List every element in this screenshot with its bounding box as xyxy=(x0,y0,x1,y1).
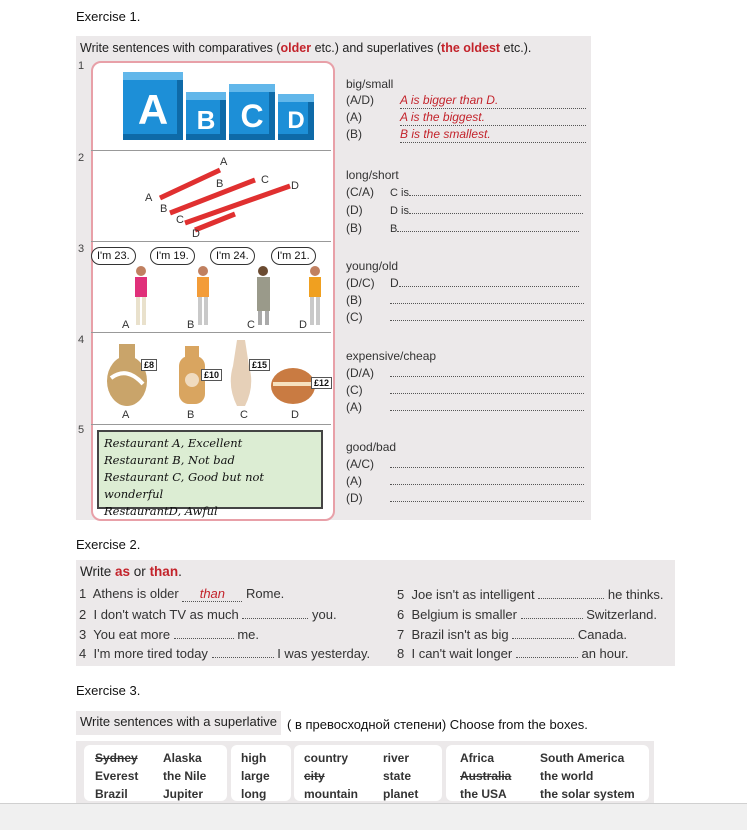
exercise-1-instruction: Write sentences with comparatives (older etc.) and superlatives (the oldest etc.). xyxy=(80,41,532,55)
word-item: the solar system xyxy=(540,787,635,801)
exercise-3-instruction-ru: ( в превосходной степени) Choose from the boxes. xyxy=(287,717,588,732)
ex2-item-7: 7 Brazil isn't as big Canada. xyxy=(397,627,628,642)
exercise-3-heading: Exercise 3. xyxy=(76,683,141,698)
question-line: (A) A is the biggest. xyxy=(346,109,586,126)
row-number-1: 1 xyxy=(78,60,85,72)
word-item: state xyxy=(383,769,412,783)
question-group-5 xyxy=(346,439,586,506)
word-item: the world xyxy=(540,769,594,783)
restaurant-note-line: Restaurant A, Excellent xyxy=(104,436,243,450)
row-divider xyxy=(91,241,331,242)
line-label-a: A xyxy=(145,192,153,204)
word-item: Brazil xyxy=(95,787,128,801)
speech-bubble-d: I'm 21. xyxy=(271,247,316,265)
vase-label-c: C xyxy=(240,409,248,421)
word-item: Africa xyxy=(460,751,495,765)
question-line: (C) xyxy=(346,381,586,398)
person-c-icon xyxy=(257,266,270,325)
answer-blank[interactable] xyxy=(516,645,578,658)
question-line: (B) xyxy=(346,291,586,308)
vase-d-icon xyxy=(271,368,315,404)
word-item: country xyxy=(304,751,349,765)
answer-blank[interactable] xyxy=(242,606,308,619)
speech-bubble-b: I'm 19. xyxy=(150,247,195,265)
cube-d: D xyxy=(278,102,314,140)
speech-bubble-c: I'm 24. xyxy=(210,247,255,265)
cube-c: C xyxy=(229,92,275,140)
question-line: (D) xyxy=(346,489,586,506)
question-line: (D/C) D xyxy=(346,274,586,291)
speech-bubble-a: I'm 23. xyxy=(91,247,136,265)
question-line: (B) B is the smallest. xyxy=(346,126,586,143)
word-item: Australia xyxy=(460,769,512,783)
question-group-1 xyxy=(346,76,586,143)
price-tag-b: £10 xyxy=(201,369,222,381)
vase-label-a: A xyxy=(122,409,130,421)
question-group-3 xyxy=(346,258,586,325)
word-item: city xyxy=(304,769,325,783)
line-label-b-end: B xyxy=(216,178,224,190)
person-a-icon xyxy=(135,266,147,325)
question-line: (A) xyxy=(346,398,586,415)
lines-illustration xyxy=(140,158,320,238)
price-tag-d: £12 xyxy=(311,377,332,389)
person-label-d: D xyxy=(299,319,307,331)
line-c xyxy=(185,186,290,223)
answer-line[interactable] xyxy=(390,472,584,485)
row-number-4: 4 xyxy=(78,334,85,346)
line-label-c-end: C xyxy=(261,174,269,186)
word-item: Everest xyxy=(95,769,139,783)
answer-blank[interactable] xyxy=(512,626,574,639)
word-item: South America xyxy=(540,751,625,765)
answer-line[interactable] xyxy=(390,364,584,377)
line-label-d: D xyxy=(192,228,200,240)
answer-line[interactable]: A is the biggest. xyxy=(400,109,586,126)
ex2-item-6: 6 Belgium is smaller Switzerland. xyxy=(397,607,658,622)
people-illustration xyxy=(125,265,325,327)
question-pair: big/small xyxy=(346,77,394,91)
person-label-b: B xyxy=(187,319,195,331)
price-tag-c: £15 xyxy=(249,359,270,371)
ex2-item-8: 8 I can't wait longer an hour. xyxy=(397,646,629,661)
word-item: Alaska xyxy=(163,751,202,765)
word-item: long xyxy=(241,787,267,801)
word-item: river xyxy=(383,751,410,765)
answer-line[interactable] xyxy=(409,183,581,196)
bottom-scroll-area[interactable] xyxy=(0,803,747,830)
question-group-2 xyxy=(346,167,586,237)
answer-line[interactable] xyxy=(399,274,579,287)
question-pair: long/short xyxy=(346,168,399,182)
question-line: (A/C) xyxy=(346,455,586,472)
question-line: (C/A) C is xyxy=(346,183,586,201)
person-b-icon xyxy=(197,266,209,325)
restaurant-note xyxy=(97,430,323,518)
line-label-d-end: D xyxy=(291,180,299,192)
question-line: (A/D) A is bigger than D. xyxy=(346,92,586,109)
cube-a: A xyxy=(123,80,183,140)
person-label-a: A xyxy=(122,319,130,331)
line-label-a-end: A xyxy=(220,156,228,168)
answer-line[interactable] xyxy=(390,489,584,502)
question-group-4 xyxy=(346,348,586,415)
answer-line[interactable]: B is the smallest. xyxy=(400,126,586,143)
vase-c-icon xyxy=(231,340,252,406)
word-item: high xyxy=(241,751,267,765)
answer-line[interactable] xyxy=(390,308,584,321)
price-tag-a: £8 xyxy=(141,359,157,371)
word-item: large xyxy=(241,769,270,783)
cube-b: B xyxy=(186,100,226,140)
exercise-2-heading: Exercise 2. xyxy=(76,537,141,552)
answer-blank[interactable] xyxy=(538,586,604,599)
word-item: planet xyxy=(383,787,419,801)
exercise-2-title: Write as or than. xyxy=(80,564,182,579)
line-label-b: B xyxy=(160,203,168,215)
word-item: mountain xyxy=(304,787,358,801)
exercise-3-instruction: Write sentences with a superlative xyxy=(76,711,281,735)
ex2-item-5: 5 Joe isn't as intelligent he thinks. xyxy=(397,587,664,602)
restaurant-note-line: Restaurant B, Not bad xyxy=(104,453,235,467)
answer-line[interactable] xyxy=(390,455,584,468)
vase-a-icon xyxy=(107,344,147,406)
ex2-item-1: 1 Athens is older than Rome. xyxy=(79,586,285,601)
answer-blank[interactable] xyxy=(174,626,234,639)
word-item: the USA xyxy=(460,787,507,801)
answer-line[interactable] xyxy=(390,381,584,394)
restaurant-note-line: Restaurant C, Good but not wonderful xyxy=(104,470,265,501)
restaurant-note-line: RestaurantD, Awful xyxy=(104,504,218,518)
row-number-5: 5 xyxy=(78,424,85,436)
word-item: Jupiter xyxy=(163,787,204,801)
line-label-c: C xyxy=(176,214,184,226)
answer-line[interactable] xyxy=(390,291,584,304)
ex2-item-3: 3 You eat more me. xyxy=(79,627,260,642)
answer-line[interactable] xyxy=(397,219,579,232)
answer-line[interactable]: A is bigger than D. xyxy=(400,92,586,109)
question-line: (C) xyxy=(346,308,586,325)
exercise-1-heading: Exercise 1. xyxy=(76,9,141,24)
row-divider xyxy=(91,332,331,333)
row-divider xyxy=(91,424,331,425)
row-number-2: 2 xyxy=(78,152,85,164)
answer-blank[interactable] xyxy=(212,645,274,658)
question-line: (A) xyxy=(346,472,586,489)
answer-line[interactable] xyxy=(390,398,584,411)
ex2-item-4: 4 I'm more tired today I was yesterday. xyxy=(79,646,371,661)
row-divider xyxy=(91,150,331,151)
question-line: (D/A) xyxy=(346,364,586,381)
word-item: the Nile xyxy=(163,769,207,783)
answer-blank[interactable]: than xyxy=(182,586,242,602)
line-a xyxy=(160,170,220,198)
word-item: Sydney xyxy=(95,751,138,765)
ex2-item-2: 2 I don't watch TV as much you. xyxy=(79,607,337,622)
vase-label-b: B xyxy=(187,409,195,421)
answer-line[interactable] xyxy=(409,201,583,214)
person-d-icon xyxy=(309,266,321,325)
question-pair: young/old xyxy=(346,259,399,273)
question-pair: good/bad xyxy=(346,440,397,454)
person-label-c: C xyxy=(247,319,255,331)
question-line: (D) D is xyxy=(346,201,586,219)
question-line: (B) B xyxy=(346,219,586,237)
answer-blank[interactable] xyxy=(521,606,583,619)
row-number-3: 3 xyxy=(78,243,85,255)
vase-label-d: D xyxy=(291,409,299,421)
question-pair: expensive/cheap xyxy=(346,349,437,363)
